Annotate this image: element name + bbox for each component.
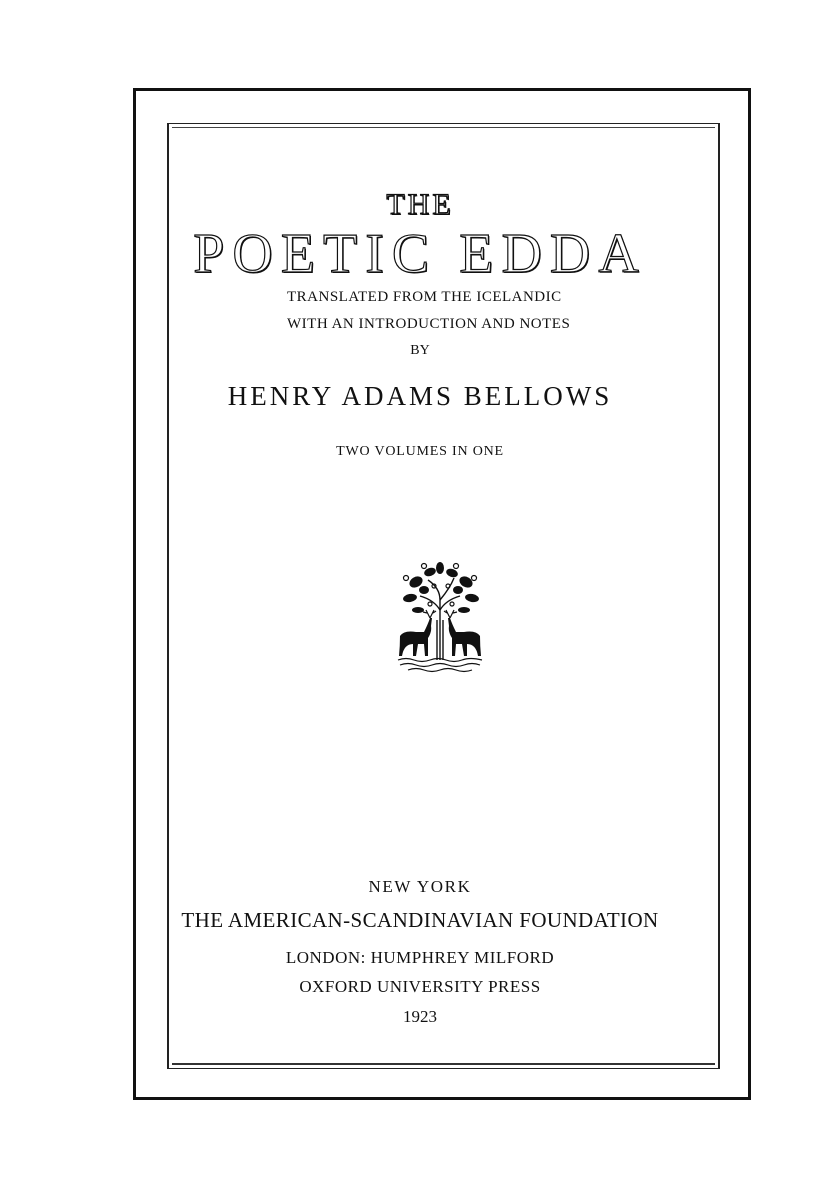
subtitle-translated: TRANSLATED FROM THE ICELANDIC xyxy=(287,289,562,305)
publisher-name: THE AMERICAN-SCANDINAVIAN FOUNDATION xyxy=(181,908,659,932)
title-line-the: THE xyxy=(386,188,454,221)
tree-with-deer-icon xyxy=(394,560,486,676)
london-distributor: LONDON: HUMPHREY MILFORD xyxy=(285,948,555,967)
by-label: BY xyxy=(410,343,430,358)
publication-year: 1923 xyxy=(403,1007,437,1026)
volumes-note: TWO VOLUMES IN ONE xyxy=(336,444,504,459)
publication-city: NEW YORK xyxy=(368,877,472,896)
subtitle-introduction: WITH AN INTRODUCTION AND NOTES xyxy=(287,316,571,332)
book-title: POETIC EDDA xyxy=(193,223,647,285)
author-name: HENRY ADAMS BELLOWS xyxy=(227,381,613,411)
press-name: OXFORD UNIVERSITY PRESS xyxy=(299,977,541,996)
